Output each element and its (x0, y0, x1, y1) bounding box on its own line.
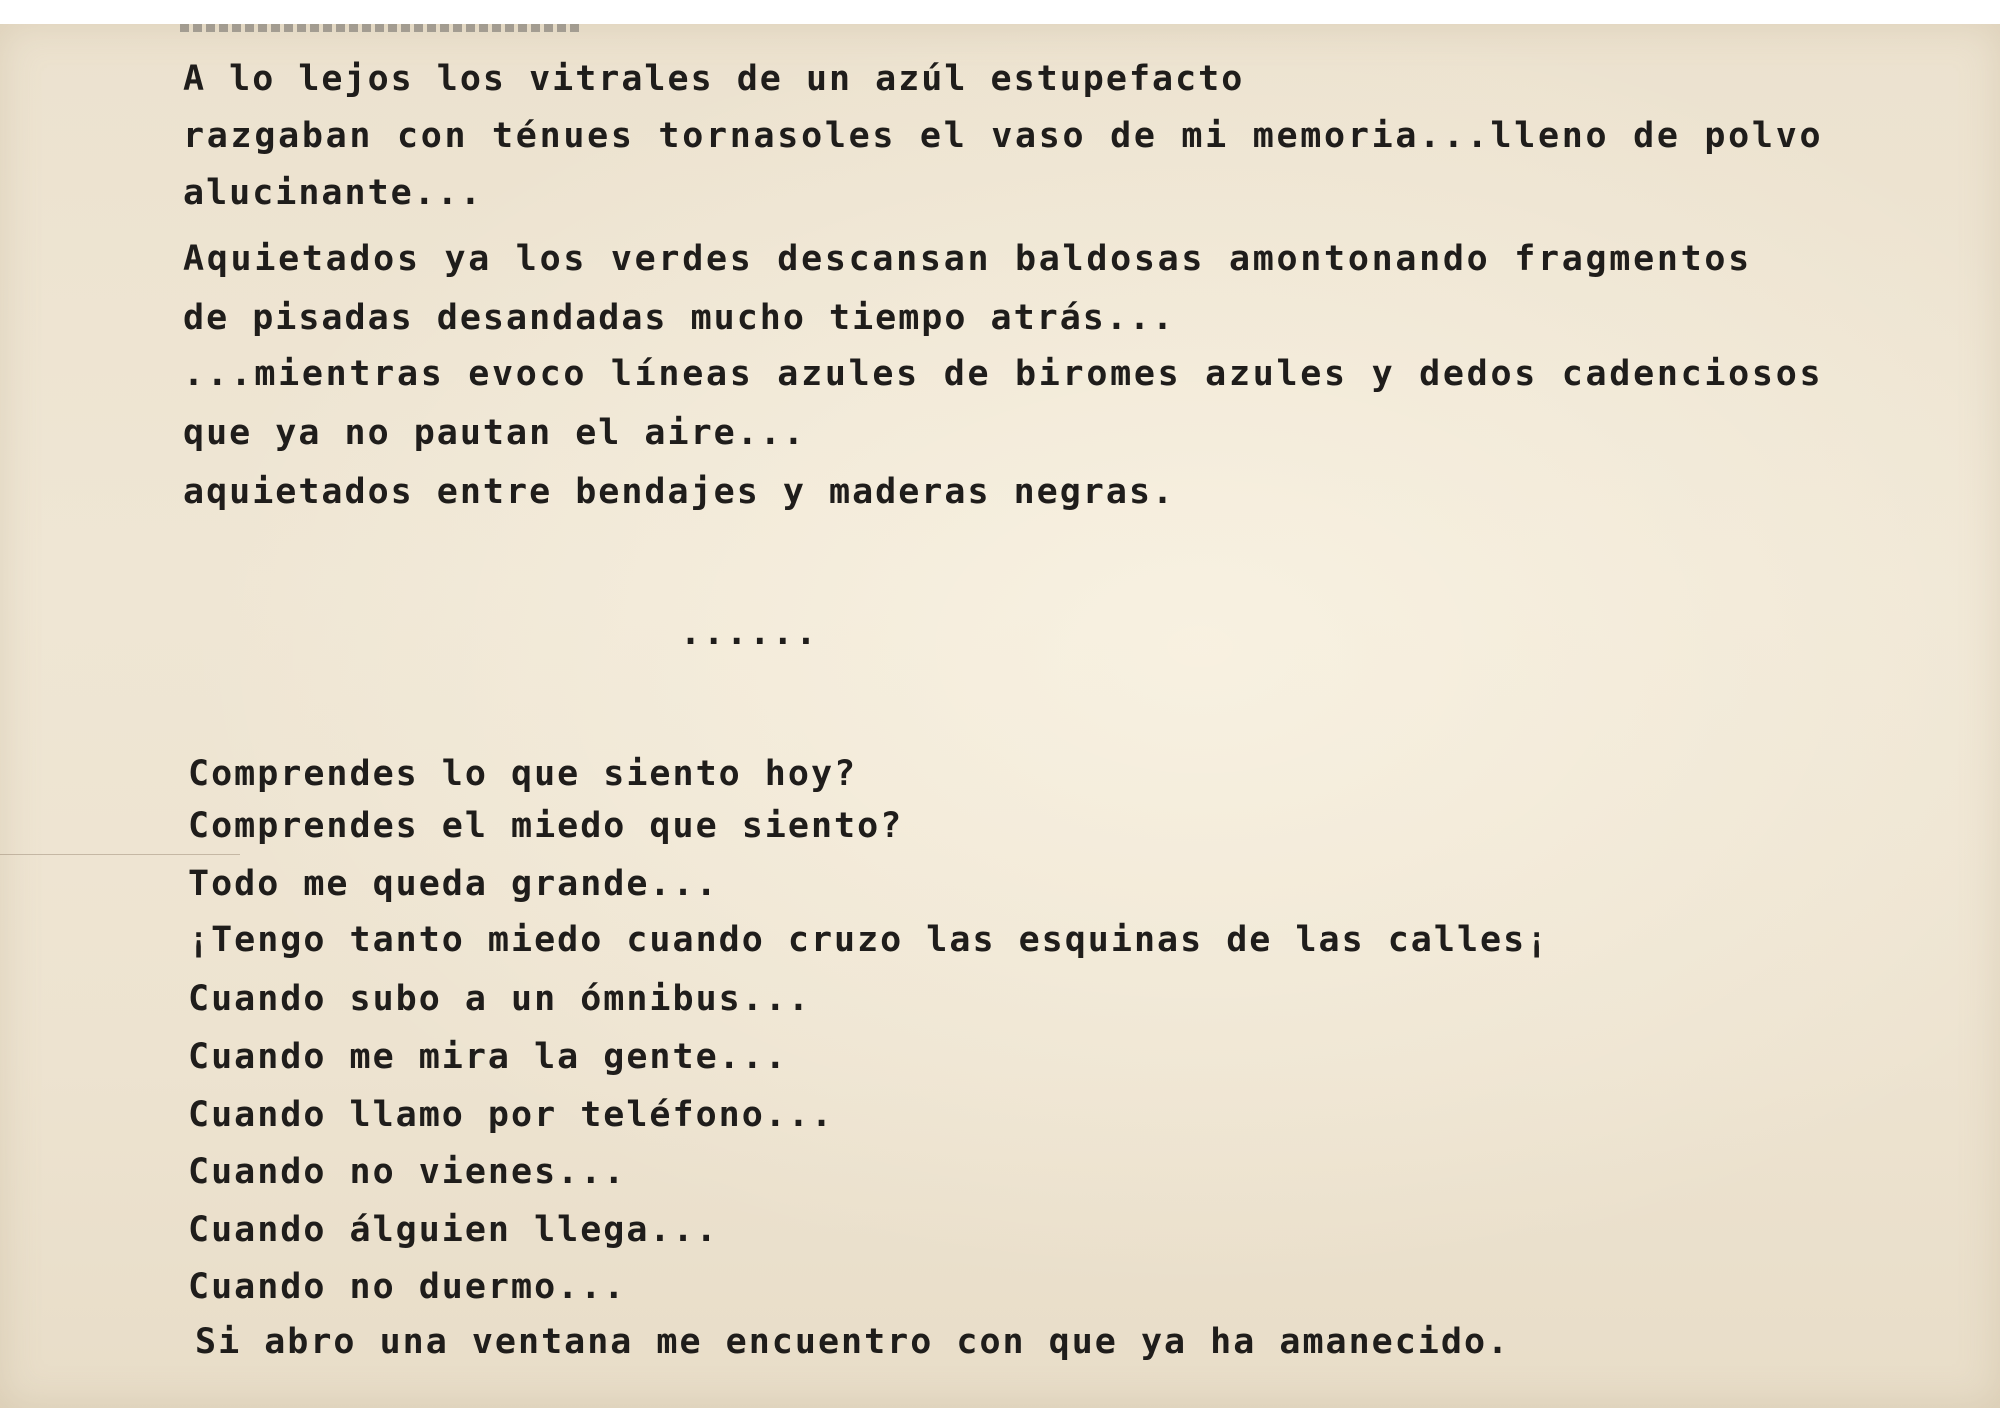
stanza-2-line-4: que ya no pautan el aire... (183, 413, 806, 453)
stanza-3-line-1: Comprendes lo que siento hoy? (188, 754, 858, 794)
stanza-2-line-5: aquietados entre bendajes y maderas negras. (183, 472, 1176, 512)
stanza-2-line-3: ...mientras evoco líneas azules de biromes azules y dedos cadenciosos (183, 354, 1824, 394)
stanza-3-line-9: Cuando álguien llega... (188, 1210, 719, 1250)
stanza-3-line-6: Cuando me mira la gente... (188, 1037, 788, 1077)
torn-top-edge (180, 24, 580, 32)
paper-crease (0, 854, 240, 855)
stanza-3-line-11: Si abro una ventana me encuentro con que ya ha amanecido. (195, 1322, 1511, 1362)
stanza-3-line-8: Cuando no vienes... (188, 1152, 627, 1192)
typewritten-sheet (0, 24, 2000, 1408)
stanza-separator: ...... (680, 613, 819, 653)
stanza-3-line-4: ¡Tengo tanto miedo cuando cruzo las esquinas de las calles¡ (188, 920, 1550, 960)
stanza-3-line-7: Cuando llamo por teléfono... (188, 1095, 835, 1135)
stanza-3-line-2: Comprendes el miedo que siento? (188, 806, 904, 846)
stanza-2-line-2: de pisadas desandadas mucho tiempo atrás... (183, 298, 1176, 338)
stanza-1-line-2: razgaban con ténues tornasoles el vaso de mi memoria...lleno de polvo (183, 116, 1824, 156)
stanza-1-line-3: alucinante... (183, 173, 483, 213)
stanza-2-line-1: Aquietados ya los verdes descansan baldosas amontonando fragmentos (183, 239, 1752, 279)
stanza-3-line-5: Cuando subo a un ómnibus... (188, 979, 811, 1019)
stanza-3-line-10: Cuando no duermo... (188, 1267, 627, 1307)
stanza-1-line-1: A lo lejos los vitrales de un azúl estupefacto (183, 59, 1245, 99)
stanza-3-line-3: Todo me queda grande... (188, 864, 719, 904)
